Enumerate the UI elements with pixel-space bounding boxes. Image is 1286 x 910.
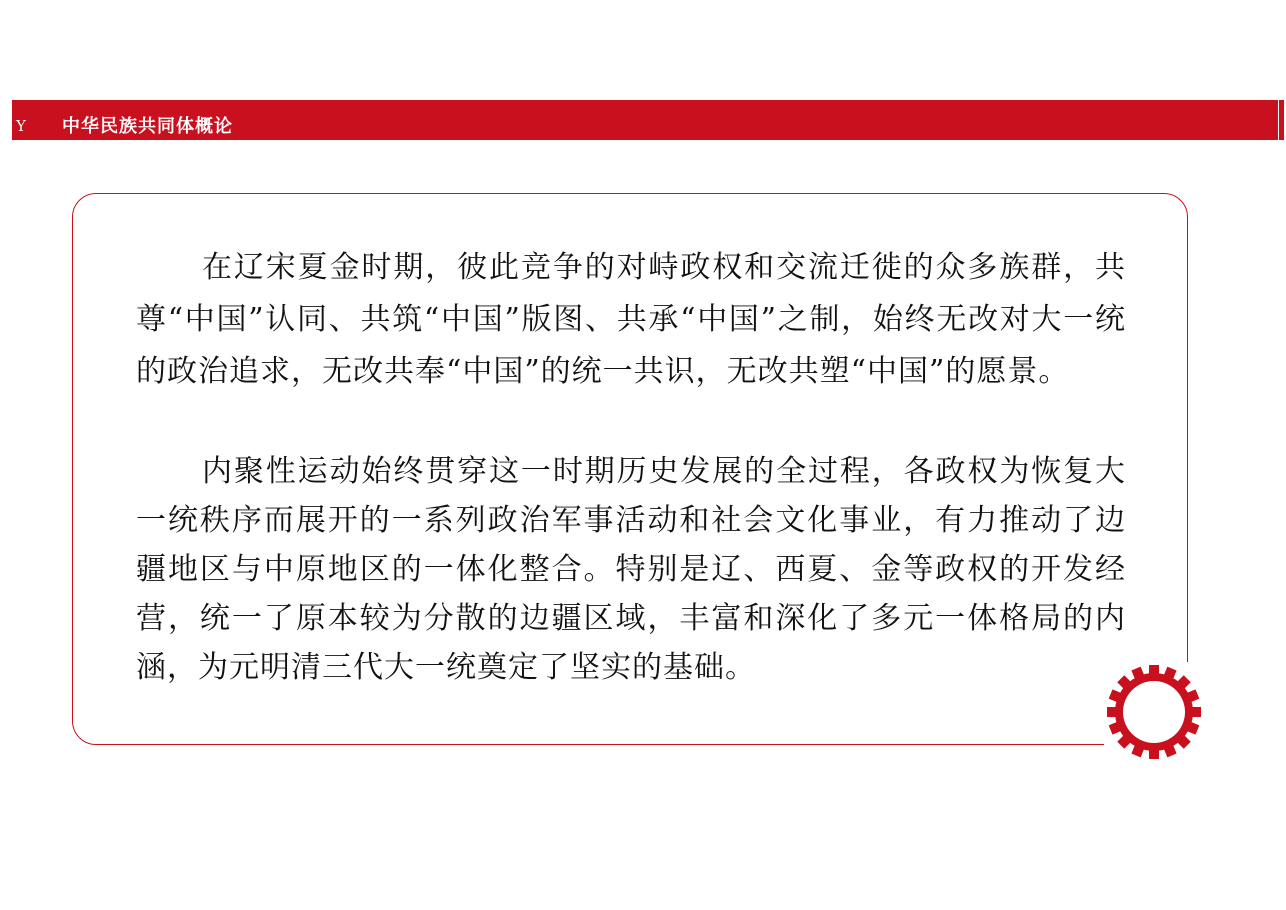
header-bar-end: [1279, 100, 1284, 140]
gear-icon-graphic: [1104, 662, 1204, 762]
paragraph-2: 内聚性运动始终贯穿这一时期历史发展的全过程，各政权为恢复大一统秩序而展开的一系列政治军事活动和社会文化事业，有力推动了边疆地区与中原地区的一体化整合。特别是辽、西夏、金等政权的开发经营，统一了原本较为分散的边疆区域，丰富和深化了多元一体格局的内涵，为元明清三代大一统奠定了坚实的基础。: [136, 454, 1126, 685]
header-marker: Y: [16, 117, 26, 135]
gear-icon: [1104, 662, 1204, 762]
page-title: 中华民族共同体概论: [62, 116, 233, 137]
paragraph-1: 在辽宋夏金时期，彼此竞争的对峙政权和交流迁徙的众多族群，共尊“中国”认同、共筑“中国”版图、共承“中国”之制，始终无改对大一统的政治追求，无改共奉“中国”的统一共识，无改共塑“中国”的愿景。: [136, 250, 1126, 389]
